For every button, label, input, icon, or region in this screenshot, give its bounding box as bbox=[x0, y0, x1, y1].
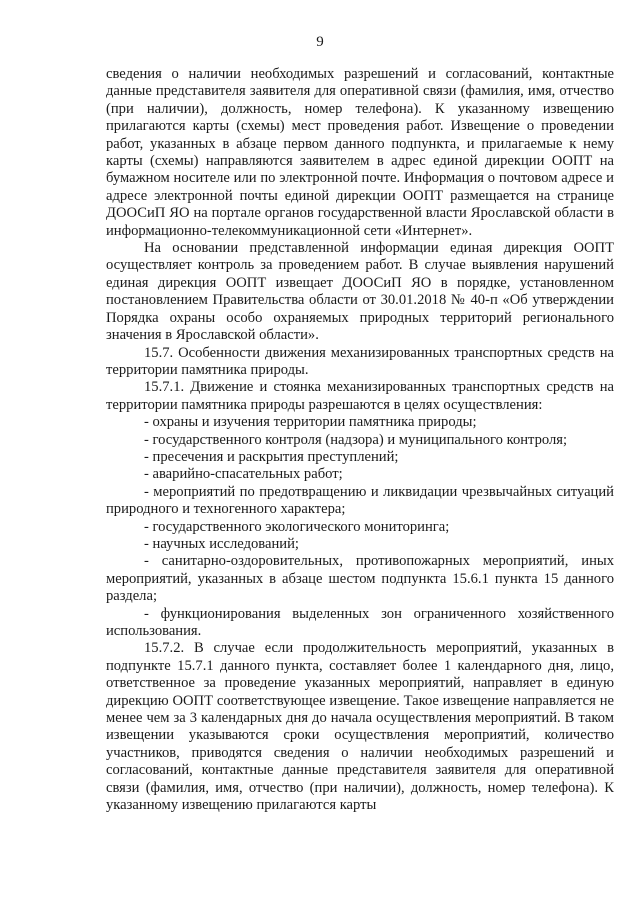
paragraph-notice-details: сведения о наличии необходимых разрешений и согласований, контактные данные представителя заявителя для оперативной связи (фамилия, имя, отчество (при наличии), должность, номер телефона). К указанному извещению прилагаются карты (схемы) мест проведения работ. Извещение о проведении работ, указанных в абзаце первом данного подпункта, и прилагаемые к нему карты (схемы) направляются заявителем в адрес единой дирекции ООПТ на бумажном носителе или по электронной почте. Информация о почтовом адресе и адресе электронной почты единой дирекции ООПТ размещается на странице ДООСиП ЯО на портале органов государственной власти Ярославской области в информационно-телекоммуникационной сети «Интернет». bbox=[106, 66, 614, 239]
list-item: - пресечения и раскрытия преступлений; bbox=[144, 448, 399, 465]
document-body bbox=[106, 66, 614, 814]
list-item: - санитарно-оздоровительных, противопожарных мероприятий, иных мероприятий, указанных в абзаце шестом подпункта 15.6.1 пункта 15 данного раздела; bbox=[106, 553, 614, 605]
paragraph-15-7-1: 15.7.1. Движение и стоянка механизированных транспортных средств на территории памятника природы разрешаются в целях осуществления: bbox=[106, 379, 614, 413]
list-item: - государственного контроля (надзора) и муниципального контроля; bbox=[144, 431, 568, 448]
list-item: - функционирования выделенных зон ограниченного хозяйственного использования. bbox=[106, 605, 614, 639]
page-number: 9 bbox=[316, 34, 324, 50]
section-heading-15-7: 15.7. Особенности движения механизированных транспортных средств на территории памятника природы. bbox=[106, 344, 614, 378]
list-item: - государственного экологического мониторинга; bbox=[144, 518, 450, 535]
list-item: - научных исследований; bbox=[144, 535, 299, 552]
list-item: - мероприятий по предотвращению и ликвидации чрезвычайных ситуаций природного и техногенного характера; bbox=[106, 483, 614, 518]
paragraph-15-7-2: 15.7.2. В случае если продолжительность мероприятий, указанных в подпункте 15.7.1 данного пункта, составляет более 1 календарного дня, лицо, ответственное за проведение указанных мероприятий, направляет в единую дирекцию ООПТ соответствующее извещение. Такое извещение направляется не менее чем за 3 календарных дня до начала осуществления мероприятий. В таком извещении указываются сроки осуществления мероприятий, количество участников, приводятся сведения о наличии необходимых разрешений и согласований, контактные данные представителя заявителя для оперативной связи (фамилия, имя, отчество (при наличии), должность, номер телефона). К указанному извещению прилагаются карты bbox=[106, 640, 614, 814]
paragraph-control: На основании представленной информации единая дирекция ООПТ осуществляет контроль за проведением работ. В случае выявления нарушений единая дирекция ООПТ извещает ДООСиП ЯО в порядке, установленном постановлением Правительства области от 30.01.2018 № 40-п «Об утверждении Порядка охраны особо охраняемых природных территорий регионального значения в Ярославской области». bbox=[106, 240, 614, 344]
list-item: - аварийно-спасательных работ; bbox=[144, 466, 343, 483]
list-item: - охраны и изучения территории памятника природы; bbox=[144, 414, 477, 431]
